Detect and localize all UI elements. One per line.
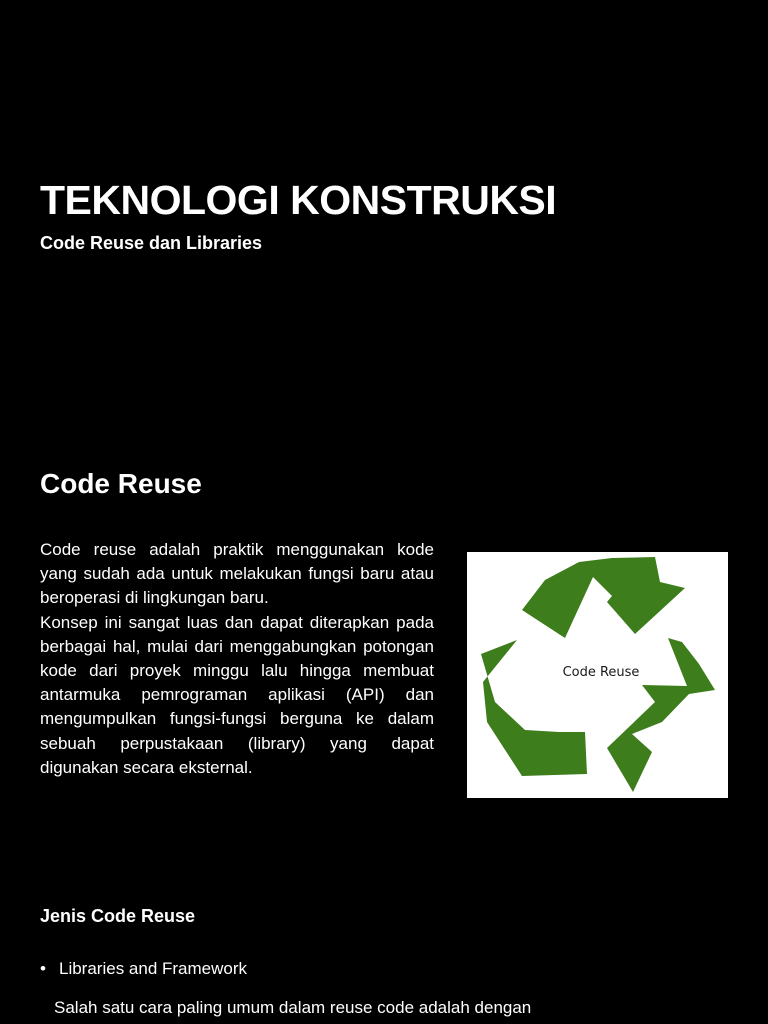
list-item-label: Libraries and Framework (59, 959, 248, 978)
types-heading: Jenis Code Reuse (40, 906, 196, 926)
paragraph-definition: Code reuse adalah praktik menggunakan kode yang sudah ada untuk melakukan fungsi baru atau beroperasi di lingkungan baru. (40, 540, 434, 608)
types-description: Salah satu cara paling umum dalam reuse code adalah dengan (54, 998, 532, 1017)
section-body (40, 538, 434, 780)
recycle-arrow-right (607, 638, 715, 792)
recycle-arrow-top (522, 557, 685, 638)
recycle-arrow-left (481, 640, 587, 776)
recycle-icon (467, 552, 728, 798)
list-item (40, 957, 247, 981)
bullet-icon: • (40, 959, 46, 978)
recycle-figure (467, 552, 728, 798)
paragraph-concept: Konsep ini sangat luas dan dapat diterapkan pada berbagai hal, mulai dari menggabungkan potongan kode dari proyek minggu lalu hingga membuat antarmuka pemrograman aplikasi (API) dan mengumpulkan fungsi-fungsi berguna ke dalam sebuah perpustakaan (library) yang dapat digunakan secara eksternal. (40, 612, 434, 777)
section-heading: Code Reuse (40, 468, 202, 499)
page-subtitle: Code Reuse dan Libraries (40, 233, 263, 253)
page-title: TEKNOLOGI KONSTRUKSI (40, 177, 557, 223)
types-list (40, 957, 247, 981)
figure-label: Code Reuse (562, 665, 640, 680)
